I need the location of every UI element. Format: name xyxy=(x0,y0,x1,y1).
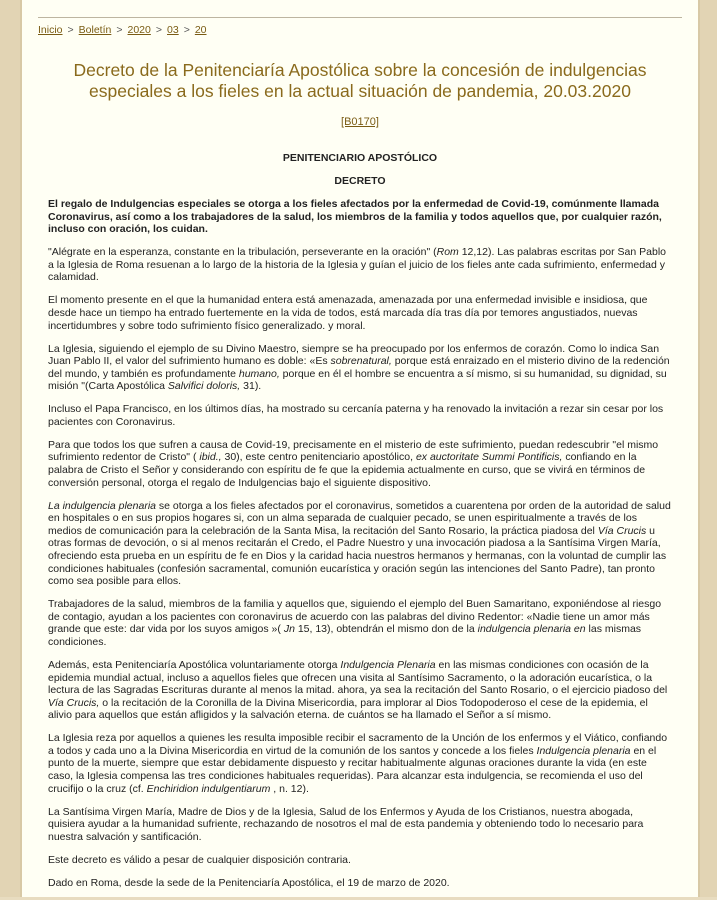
issuer-heading: PENITENCIARIO APOSTÓLICO xyxy=(282,152,438,164)
paragraph-virgin-mary: La Santísima Virgen María, Madre de Dios y de la Iglesia, Salud de los Enfermos y Ayuda de los Cristianos, nuestra abogada, quisiera ayudar a la humanidad sufriente, rechazando de nosotros el mal de esta pandemia y obteniendo todo lo necesario para nuestra salvación y santificación. xyxy=(48,805,644,843)
breadcrumb-home-link[interactable]: Inicio xyxy=(38,24,63,36)
intro-paragraph: El regalo de Indulgencias especiales se otorga a los fieles afectados por la enfermedad de Covid-19, comúnmente llamada Coronavirus, así como a los trabajadores de la salud, los miembros de la familia y todos aquellos que, por cualquier razón, incluso con oración, los cuidan. xyxy=(48,198,662,236)
paragraph-plenary-indulgence: La indulgencia plenaria se otorga a los fieles afectados por el coronavirus, sometidos a cuarentena por orden de la autoridad de salud en hospitales o en sus propios hogares si, con un alma separada de cualquier pecado, se unen espiritualmente a través de los medios de comunicación para la celebración de la Santa Misa, la recitación del Santo Rosario, la práctica piadosa del Vía Crucis u otras formas de devoción, o si al menos recitarán el Credo, el Padre Nuestro y una invocación piadosa a la Santísima Virgen María, ofreciendo esta prueba en un espíritu de fe en Dios y la caridad hacia nuestros hermanos y hermanas, con la voluntad de cumplir las condiciones habituales (confesión sacramental, comunión eucarística y oración según las intenciones del Santo Padre), tan pronto como sea posible para ellos. xyxy=(48,499,671,588)
paragraph-church-suffering: La Iglesia, siguiendo el ejemplo de su Divino Maestro, siempre se ha preocupado por los enfermos de corazón. Como lo indica San Juan Pablo II, el valor del sufrimiento humano es doble: «Es sobrenatural, porque está enraizado en el misterio divino de la redención del mundo, y también es profundamente humano, porque en él el hombre se encuentra a sí mismo, si su humanidad, su dignidad, su misión "(Carta Apostólica Salvifici doloris, 31). xyxy=(48,342,670,393)
breadcrumb-bulletin-link[interactable]: Boletín xyxy=(78,24,112,36)
breadcrumb-year-link[interactable]: 2020 xyxy=(127,24,151,36)
breadcrumb-month-link[interactable]: 03 xyxy=(167,24,179,36)
breadcrumb-separator: > xyxy=(67,24,74,36)
breadcrumb-day-link[interactable]: 20 xyxy=(194,24,207,36)
document-page xyxy=(22,0,698,897)
paragraph-rom: "Alégrate en la esperanza, constante en la tribulación, perseverante en la oración" (Rom 12,12). Las palabras escritas por San Pablo a la Iglesia de Roma resuenan a lo largo de la historia de la Iglesia y guían el juicio de los fieles ante cada sufrimiento, enfermedad y calamidad. xyxy=(48,246,666,284)
decree-body xyxy=(48,198,671,900)
paragraph-validity: Este decreto es válido a pesar de cualquier disposición contraria. xyxy=(48,853,351,866)
breadcrumb-separator: > xyxy=(183,24,190,36)
right-frame-edge xyxy=(698,0,700,897)
bulletin-code-link[interactable]: [B0170] xyxy=(341,116,379,128)
paragraph-present-moment: El momento presente en el que la humanidad entera está amenazada, amenazada por una enfermedad invisible e insidiosa, que desde hace un tiempo ha entrado fuertemente en la vida de todos, está marcada día tras día por temores angustiados, nuevas incertidumbres y sobre todo sufrimiento físico generalizado. y moral. xyxy=(48,294,648,332)
paragraph-given-in-rome: Dado en Roma, desde la sede de la Penitenciaría Apostólica, el 19 de marzo de 2020. xyxy=(48,876,450,889)
breadcrumb-separator: > xyxy=(116,24,123,36)
paragraph-redemptive-suffering: Para que todos los que sufren a causa de Covid-19, precisamente en el misterio de este sufrimiento, puedan redescubrir "el mismo sufrimiento redentor de Cristo" ( ibid., 30), este centro penitenciario apostólico, ex auctoritate Summi Pontificis, confiando en la palabra de Cristo el Señor y considerando con espíritu de fe que la epidemia actualmente en curso, que se vivirá en términos de conversión personal, otorga el regalo de Indulgencias bajo el siguiente dispositivo. xyxy=(48,438,659,489)
paragraph-pope-francis: Incluso el Papa Francisco, en los últimos días, ha mostrado su cercanía paterna y ha renovado la invitación a rezar sin cesar por los pacientes con Coronavirus. xyxy=(48,403,664,428)
page-title: Decreto de la Penitenciaría Apostólica sobre la concesión de indulgencias especiales a los fieles en la actual situación de pandemia, 20.03.2020 xyxy=(73,60,647,101)
paragraph-health-workers: Trabajadores de la salud, miembros de la familia y aquellos que, siguiendo el ejemplo del Buen Samaritano, exponiéndose al riesgo de contagio, ayudan a los pacientes con coronavirus de acuerdo con las palabras del divino Redentor: «Nadie tiene un amor más grande que este: dar vida por los suyos amigos »( Jn 15, 13), obtendrán el mismo don de la indulgencia plenaria en las mismas condiciones. xyxy=(48,598,662,648)
left-frame xyxy=(0,0,20,897)
paragraph-additional-indulgence: Además, esta Penitenciaría Apostólica voluntariamente otorga Indulgencia Plenaria en las mismas condiciones con ocasión de la epidemia mundial actual, incluso a aquellos fieles que ofrecen una visita al Santísimo Sacramento, o la adoración eucarística, o la lectura de las Sagradas Escrituras durante al menos la mitad. ahora, ya sea la recitación del Santo Rosario, o el ejercicio piadoso del Vía Crucis, o la recitación de la Coronilla de la Divina Misericordia, para implorar al Dios Todopoderoso el cese de la epidemia, el alivio para aquellos que están afligidos y la salvación eterna. de cuántos se ha llamado el Señor a sí mismo. xyxy=(48,658,668,722)
bulletin-code xyxy=(22,116,698,128)
breadcrumb xyxy=(38,24,207,36)
paragraph-point-of-death: La Iglesia reza por aquellos a quienes les resulta imposible recibir el sacramento de la Unción de los enfermos y el Viático, confiando a todos y cada uno a la Divina Misericordia en virtud de la comunión de los santos y concede a los fieles Indulgencia plenaria en el punto de la muerte, siempre que estar debidamente dispuesto y recitar habitualmente algunas oraciones durante la vida (en este caso, la Iglesia compensa las tres condiciones habituales requeridas). Para alcanzar esta indulgencia, se recomienda el uso del crucifijo o la cruz (cf. Enchiridion indulgentiarum , n. 12). xyxy=(48,732,668,795)
right-frame xyxy=(698,0,717,897)
breadcrumb-separator: > xyxy=(155,24,162,36)
header-divider xyxy=(38,17,682,18)
decree-heading: DECRETO xyxy=(334,175,386,187)
